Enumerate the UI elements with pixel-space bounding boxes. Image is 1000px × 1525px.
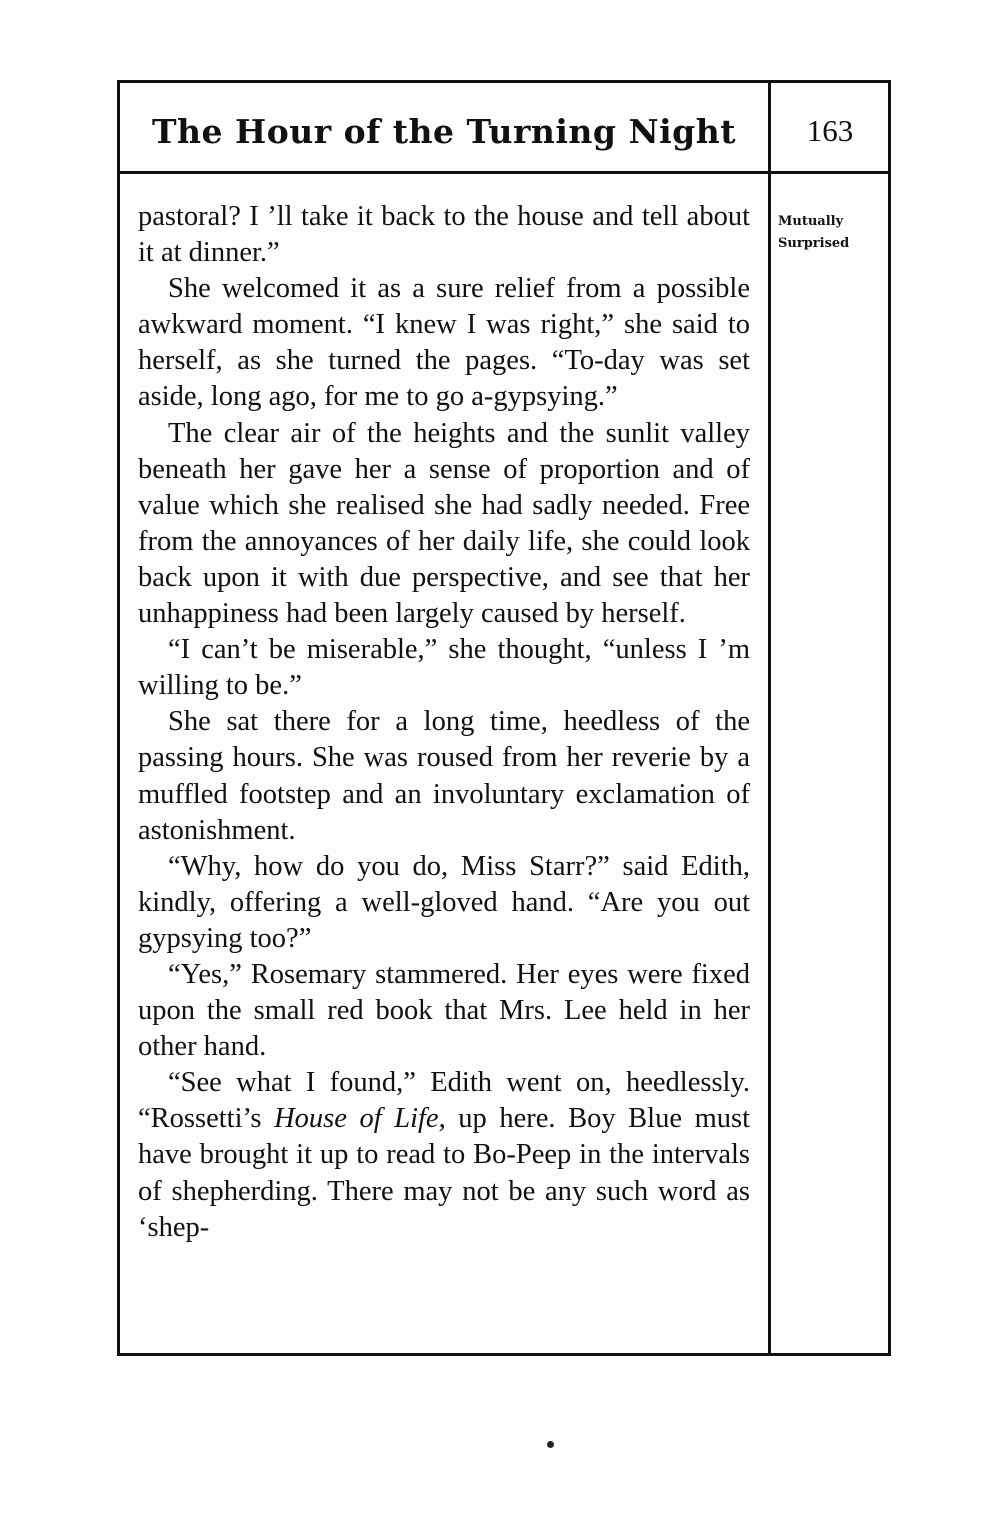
marginal-note-line-1: Mutually bbox=[778, 214, 844, 229]
paragraph-5: She sat there for a long time, heedless of the passing hours. She was roused from her reverie by a muffled footstep and an involuntary exclamation of astonishment. bbox=[138, 706, 750, 846]
paragraph-2: She welcomed it as a sure relief from a possible awkward moment. “I knew I was right,” she said to herself, as she turned the pages. “To-day was set aside, long ago, for me to go a-gypsying.” bbox=[138, 273, 750, 413]
margin-rule bbox=[768, 80, 771, 1356]
paragraph-8-start: “See what I found,” Edith went on, heedlessly. “Rossetti’s bbox=[138, 1067, 750, 1135]
paragraph-8 bbox=[138, 1065, 750, 1245]
book-title: House of Life, bbox=[274, 1103, 446, 1135]
running-title: The Hour of the Turning Night bbox=[151, 111, 736, 151]
paragraph-6: “Why, how do you do, Miss Starr?” said Edith, kindly, offering a well-gloved hand. “Are you out gypsying too?” bbox=[138, 850, 750, 954]
body-text bbox=[138, 199, 750, 1246]
marginal-note-line-2: Surprised bbox=[778, 236, 850, 251]
page-number: 163 bbox=[806, 113, 854, 148]
paragraph-4: “I can’t be miserable,” she thought, “unless I ’m willing to be.” bbox=[138, 634, 750, 702]
paragraph-8-end: up here. Boy Blue must have brought it up to read to Bo-Peep in the intervals of shepherding. There may not be any such word as ‘shep- bbox=[138, 1103, 751, 1243]
speck-mark bbox=[547, 1441, 554, 1448]
paragraph-7: “Yes,” Rosemary stammered. Her eyes were fixed upon the small red book that Mrs. Lee held in her other hand. bbox=[138, 958, 750, 1063]
marginal-note bbox=[776, 211, 888, 255]
paragraph-3: The clear air of the heights and the sunlit valley beneath her gave her a sense of proportion and of value which she realised she had sadly needed. Free from the annoyances of her daily life, she could look back upon it with due perspective, and see that her unhappiness had been largely caused by herself. bbox=[138, 417, 750, 630]
header-rule bbox=[117, 171, 891, 174]
paragraph-1: pastoral? I ’ll take it back to the house and tell about it at dinner.” bbox=[138, 201, 750, 269]
